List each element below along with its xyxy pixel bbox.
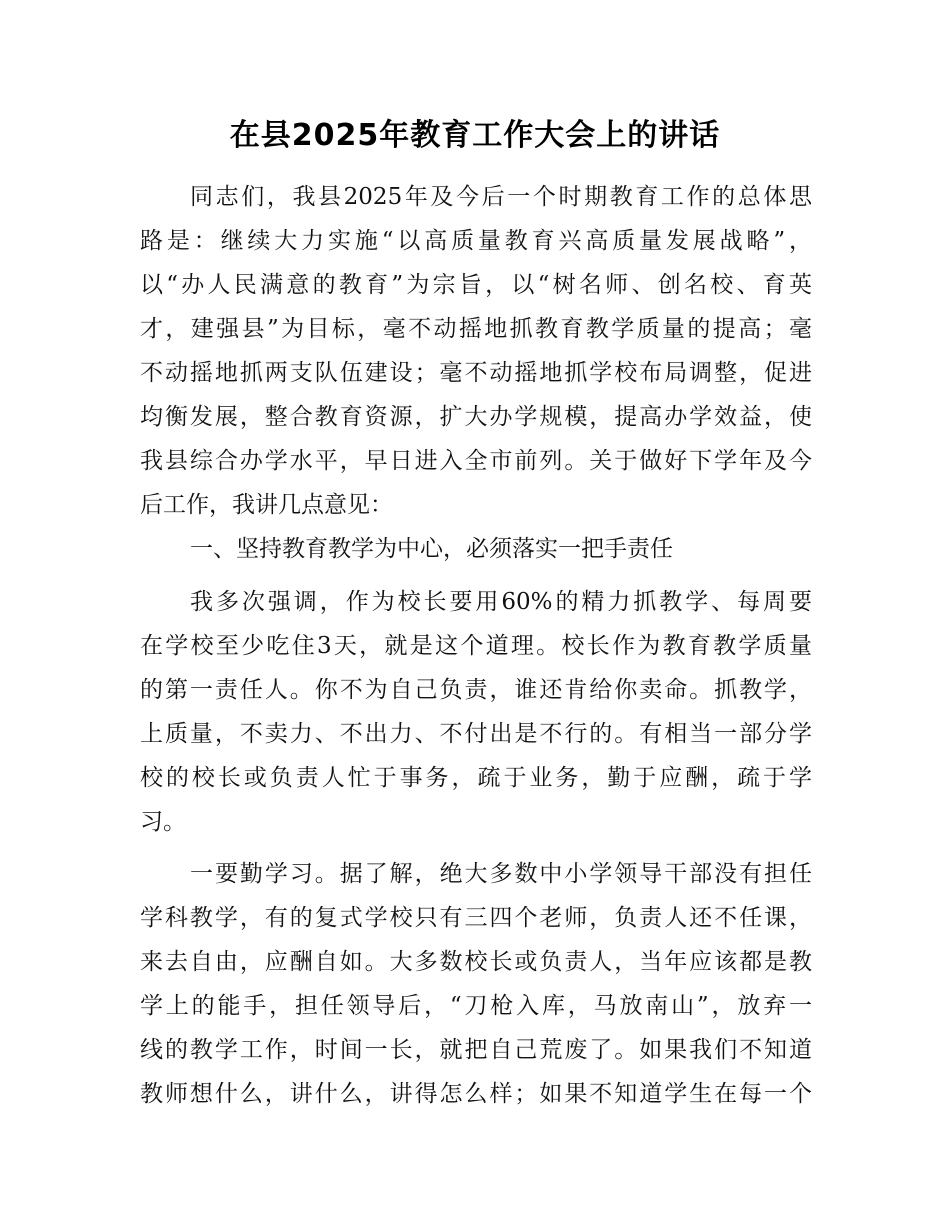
text-line: 同志们，我县2025年及今后一个时期教育工作的总体思 — [190, 184, 812, 210]
text-line: 学科教学，有的复式学校只有三四个老师，负责人还不任课， — [140, 905, 812, 931]
text-line: 一要勤学习。据了解，绝大多数中小学领导干部没有担任 — [190, 861, 812, 887]
text-line: 习。 — [140, 809, 186, 835]
text-line: 校的校长或负责人忙于事务，疏于业务，勤于应酬，疏于学 — [140, 765, 812, 791]
text-line: 上质量，不卖力、不出力、不付出是不行的。有相当一部分学 — [140, 721, 812, 747]
document-title: 在县2025年教育工作大会上的讲话 — [229, 118, 721, 153]
text-line: 路是：继续大力实施“以高质量教育兴高质量发展战略”， — [140, 228, 812, 254]
text-line: 在学校至少吃住3天，就是这个道理。校长作为教育教学质量 — [140, 633, 812, 659]
section-heading: 一、坚持教育教学为中心，必须落实一把手责任 — [190, 536, 673, 562]
text-line: 的第一责任人。你不为自己负责，谁还肯给你卖命。抓教学， — [140, 677, 812, 703]
text-line: 学上的能手，担任领导后，“刀枪入库，马放南山”，放弃一 — [140, 993, 812, 1019]
text-line: 均衡发展，整合教育资源，扩大办学规模，提高办学效益，使 — [140, 404, 812, 430]
text-line: 我县综合办学水平，早日进入全市前列。关于做好下学年及今 — [140, 448, 812, 474]
text-line: 线的教学工作，时间一长，就把自己荒废了。如果我们不知道 — [140, 1037, 812, 1063]
text-line: 后工作，我讲几点意见： — [140, 492, 393, 518]
text-line: 不动摇地抓两支队伍建设；毫不动摇地抓学校布局调整，促进 — [140, 360, 812, 386]
text-line: 才，建强县”为目标，毫不动摇地抓教育教学质量的提高；毫 — [140, 316, 812, 342]
text-line: 我多次强调，作为校长要用60%的精力抓教学、每周要 — [190, 589, 812, 615]
text-line: 来去自由，应酬自如。大多数校长或负责人，当年应该都是教 — [140, 949, 812, 975]
text-line: 教师想什么，讲什么，讲得怎么样；如果不知道学生在每一个 — [140, 1081, 812, 1107]
text-line: 以“办人民满意的教育”为宗旨，以“树名师、创名校、育英 — [140, 272, 812, 298]
